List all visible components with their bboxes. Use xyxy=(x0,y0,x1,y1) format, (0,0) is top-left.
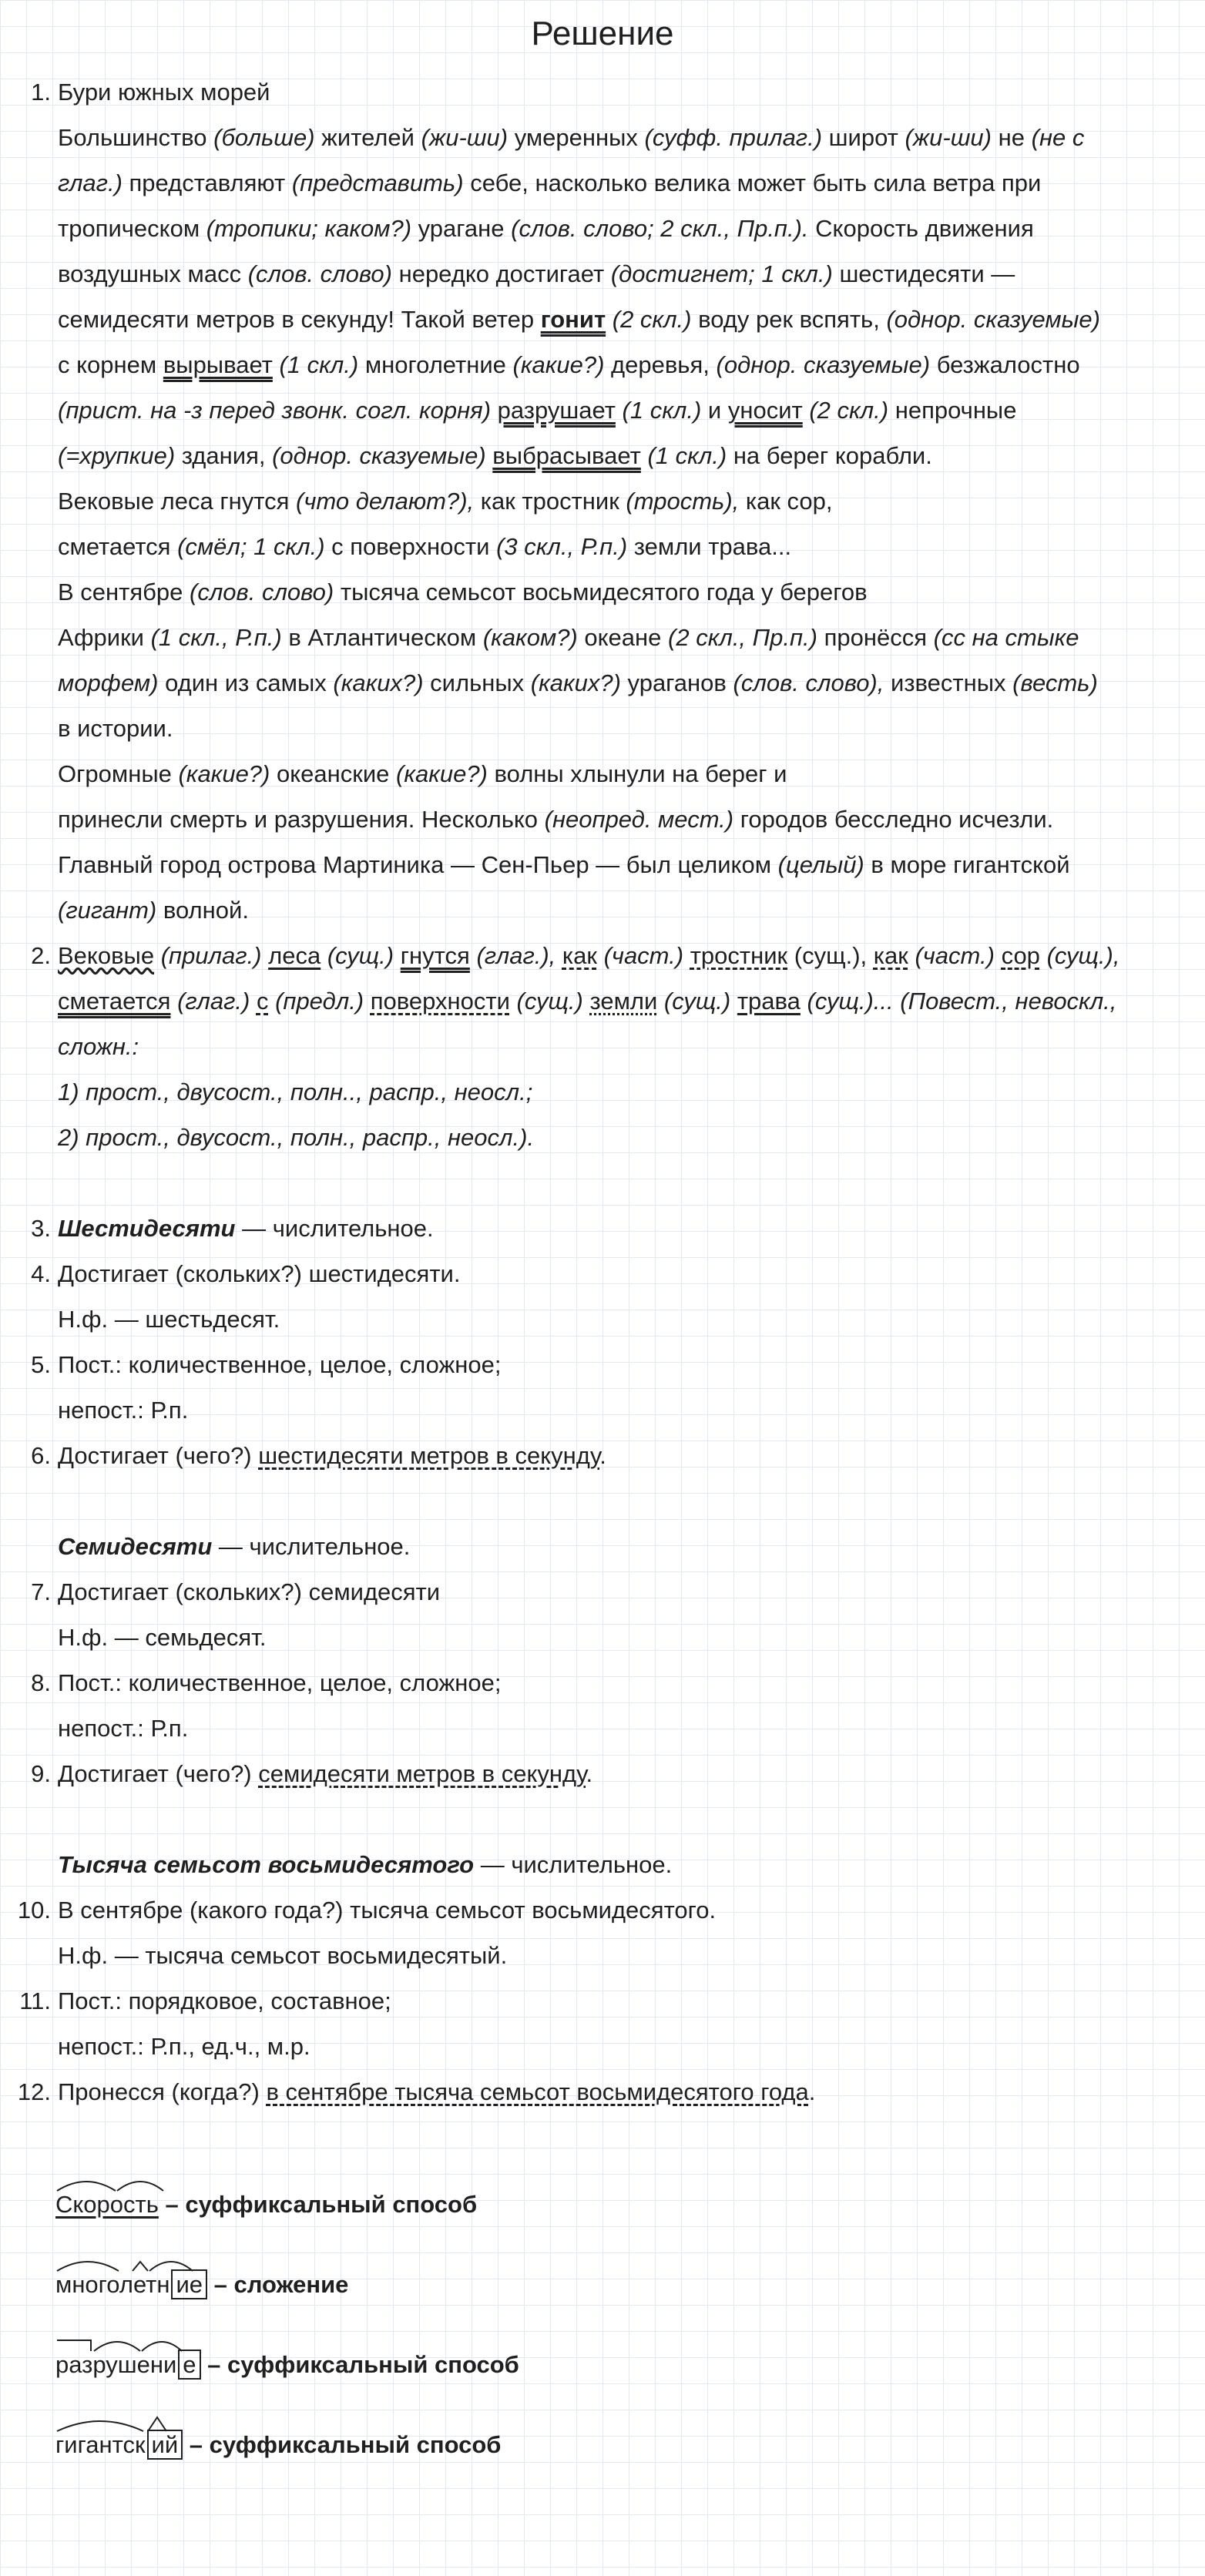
word: широт xyxy=(828,124,898,151)
text-line xyxy=(0,797,1205,842)
morpheme-marks xyxy=(55,2169,210,2192)
text-line xyxy=(0,478,1205,524)
note: (каком?) xyxy=(482,624,578,651)
note: (каких?) xyxy=(333,669,424,696)
item-number: 8. xyxy=(31,1669,51,1696)
text-line xyxy=(0,115,1205,160)
note: (представить) xyxy=(291,169,464,196)
word: поверхности xyxy=(370,988,510,1015)
item-number: 3. xyxy=(31,1215,51,1242)
note: (глаг.) xyxy=(177,988,250,1015)
text-fragment: Достигает (чего?) xyxy=(58,1760,252,1787)
word-formation-row xyxy=(0,2160,1205,2240)
ending-box: е xyxy=(178,2350,200,2380)
numeral-line xyxy=(0,1387,1205,1433)
text-fragment: земли трава... xyxy=(633,533,792,560)
note: (Повест., невоскл., xyxy=(900,988,1117,1015)
parse-line xyxy=(0,978,1205,1024)
text-fragment: принесли смерть и разрушения. Несколько xyxy=(58,806,539,833)
text-fragment: непост.: Р.п. xyxy=(58,1397,189,1424)
predicate-word: вырывает xyxy=(163,351,273,378)
phrase: в сентябре тысяча семьсот восьмидесятого года xyxy=(266,2078,809,2105)
predicate-word: уносит xyxy=(727,397,803,424)
item-number: 7. xyxy=(31,1578,51,1605)
note: (сущ.) xyxy=(516,988,583,1015)
note: (слов. слово; 2 скл., Пр.п.). xyxy=(511,215,809,242)
word: как xyxy=(873,942,908,969)
text-fragment: Н.ф. — шестьдесят. xyxy=(58,1306,280,1333)
morph-word xyxy=(55,2431,183,2459)
text-fragment: Пронесся (когда?) xyxy=(58,2078,260,2105)
ending-box: ий xyxy=(147,2430,183,2460)
note: (слов. слово) xyxy=(247,260,392,287)
word: тростник xyxy=(690,942,788,969)
phrase: семидесяти метров в секунду xyxy=(258,1760,586,1787)
note: 1) прост., двусост., полн.., распр., неосл.; xyxy=(58,1078,533,1105)
item-number: 12. xyxy=(17,2078,51,2105)
punctuation: . xyxy=(808,2078,816,2105)
phrase: шестидесяти метров в секунду xyxy=(258,1442,600,1469)
note: (1 скл.) xyxy=(647,442,727,469)
numeral-line xyxy=(0,1842,1205,1887)
word-formation-row xyxy=(0,2240,1205,2320)
item-number: 1. xyxy=(31,79,51,106)
note: (не с xyxy=(1031,124,1085,151)
numeral-word: Шестидесяти xyxy=(58,1215,236,1242)
note: (неопред. мест.) xyxy=(544,806,734,833)
formation-method: – сложение xyxy=(213,2271,349,2298)
morph-word xyxy=(55,2271,207,2299)
text-line xyxy=(0,615,1205,660)
punctuation: . xyxy=(599,1442,606,1469)
note: сложн.: xyxy=(58,1033,139,1060)
word: как xyxy=(562,942,597,969)
predicate-word: разрушает xyxy=(497,397,616,424)
note: (какие?) xyxy=(178,760,270,787)
formation-method: – суффиксальный способ xyxy=(189,2431,502,2458)
note: (однор. сказуемые) xyxy=(886,306,1100,333)
spacer xyxy=(0,1160,1205,1206)
text-fragment: волны хлынули на берег и xyxy=(494,760,787,787)
text-fragment: с поверхности xyxy=(331,533,490,560)
word: многолетние xyxy=(364,351,506,378)
text-line xyxy=(0,297,1205,342)
note: 2) прост., двусост., полн., распр., неосл.). xyxy=(58,1124,535,1151)
word: безжалостно xyxy=(936,351,1080,378)
note: (какие?) xyxy=(512,351,605,378)
numeral-line xyxy=(0,1342,1205,1387)
text-fragment: Достигает (чего?) xyxy=(58,1442,252,1469)
text-fragment: Скорость движения xyxy=(815,215,1034,242)
text-line xyxy=(0,69,1205,115)
punctuation: . xyxy=(586,1760,593,1787)
item-number: 11. xyxy=(19,1987,51,2014)
morph-word xyxy=(55,2351,201,2379)
page-title: Решение xyxy=(531,15,674,52)
note: (=хрупкие) xyxy=(58,442,176,469)
item-number: 5. xyxy=(31,1351,51,1378)
numeral-line xyxy=(0,1706,1205,1751)
text-fragment: непост.: Р.п. xyxy=(58,1715,189,1742)
note: (глаг.), xyxy=(476,942,556,969)
word: нередко достигает xyxy=(398,260,605,287)
text-fragment: В сентябре (какого года?) тысяча семьсот восьмидесятого. xyxy=(58,1897,717,1924)
text-fragment: в истории. xyxy=(58,715,173,742)
formation-method: – суффиксальный способ xyxy=(165,2191,478,2218)
note: (2 скл., Пр.п.) xyxy=(668,624,817,651)
text-line xyxy=(0,842,1205,887)
note: (прилаг.) xyxy=(160,942,262,969)
text-title: Бури южных морей xyxy=(58,79,270,106)
spacer xyxy=(0,1796,1205,1842)
text-fragment: на берег корабли. xyxy=(733,442,932,469)
numeral-line xyxy=(0,1251,1205,1296)
morph-word-text: гигантск xyxy=(55,2431,146,2458)
note: (1 скл.) xyxy=(622,397,702,424)
numeral-line xyxy=(0,1978,1205,2024)
word: Большинство xyxy=(58,124,207,151)
item-number: 4. xyxy=(31,1260,51,1287)
word: сметается xyxy=(58,533,171,560)
text-fragment: непост.: Р.п., ед.ч., м.р. xyxy=(58,2033,310,2060)
subject-word: трава xyxy=(737,988,801,1015)
note: (1 скл.) xyxy=(279,351,359,378)
formation-method: – суффиксальный способ xyxy=(207,2351,519,2378)
word: представляют xyxy=(129,169,286,196)
word: непрочные xyxy=(895,397,1017,424)
text-fragment: — числительное. xyxy=(218,1533,411,1560)
note: (част.) xyxy=(915,942,995,969)
note: (больше) xyxy=(213,124,315,151)
note: (сущ.) xyxy=(663,988,731,1015)
word: земли xyxy=(589,988,658,1015)
text-line xyxy=(0,660,1205,706)
item-number: 6. xyxy=(31,1442,51,1469)
parse-line xyxy=(0,1069,1205,1115)
spacer xyxy=(0,2115,1205,2160)
subject-word: леса xyxy=(268,942,321,969)
numeral-line xyxy=(0,1206,1205,1251)
attribute-word: Вековые xyxy=(58,942,155,969)
note: (слов. слово) xyxy=(190,579,334,605)
numeral-word: Семидесяти xyxy=(58,1533,213,1560)
note: (2 скл.) xyxy=(612,306,692,333)
numeral-line xyxy=(0,1615,1205,1660)
note: (жи-ши) xyxy=(905,124,992,151)
note: (смёл; 1 скл.) xyxy=(177,533,325,560)
note: (трость), xyxy=(626,488,740,515)
numeral-line xyxy=(0,1569,1205,1615)
text-fragment: Н.ф. — семьдесят. xyxy=(58,1624,267,1651)
morpheme-marks xyxy=(55,2249,240,2272)
note: (жи-ши) xyxy=(421,124,509,151)
note: (что делают?), xyxy=(296,488,475,515)
morph-word-text: многолетн xyxy=(55,2271,170,2298)
note: (2 скл.) xyxy=(809,397,889,424)
text-line xyxy=(0,433,1205,478)
text-fragment: Достигает (скольких?) шестидесяти. xyxy=(58,1260,461,1287)
text-fragment: с корнем xyxy=(58,351,157,378)
numeral-line xyxy=(0,2069,1205,2115)
parse-line xyxy=(0,1024,1205,1069)
word: пронёсся xyxy=(824,624,928,651)
word: океане xyxy=(584,624,662,651)
note: (прист. на -з перед звонк. согл. корня) xyxy=(58,397,492,424)
text-line xyxy=(0,706,1205,751)
ending-box: ие xyxy=(171,2269,207,2299)
parse-line xyxy=(0,1115,1205,1160)
word: тропическом xyxy=(58,215,200,242)
note: (тропики; каком?) xyxy=(206,215,412,242)
word: волной. xyxy=(163,897,249,924)
text-fragment: — числительное. xyxy=(480,1851,673,1878)
note: (предл.) xyxy=(275,988,364,1015)
text-fragment: Достигает (скольких?) семидесяти xyxy=(58,1578,441,1605)
note: (каких?) xyxy=(530,669,621,696)
note: (гигант) xyxy=(58,897,157,924)
morph-word-text: разрушени xyxy=(55,2351,177,2378)
word: Африки xyxy=(58,624,144,651)
text-fragment: воду рек вспять, xyxy=(698,306,880,333)
word: известных xyxy=(891,669,1006,696)
predicate-word: выбрасывает xyxy=(492,442,641,469)
text-fragment: Пост.: количественное, целое, сложное; xyxy=(58,1351,502,1378)
note: (однор. сказуемые) xyxy=(716,351,931,378)
note: (част.) xyxy=(603,942,684,969)
word-formation-row xyxy=(0,2400,1205,2480)
numeral-line xyxy=(0,1751,1205,1796)
item-number: 2. xyxy=(31,942,51,969)
spacer xyxy=(0,1478,1205,1524)
text-line xyxy=(0,387,1205,433)
text-line xyxy=(0,206,1205,251)
item-number: 9. xyxy=(31,1760,51,1787)
word: здания, xyxy=(181,442,266,469)
word: шестидесяти — xyxy=(839,260,1015,287)
word: Огромные xyxy=(58,760,172,787)
note: морфем) xyxy=(58,669,159,696)
predicate-word: гнутся xyxy=(400,942,470,969)
solution-content xyxy=(0,69,1205,2480)
word: с xyxy=(256,988,269,1015)
morph-word xyxy=(55,2191,159,2219)
text-line xyxy=(0,251,1205,297)
numeral-line xyxy=(0,1524,1205,1569)
morpheme-marks xyxy=(55,2329,240,2353)
word: умеренных xyxy=(514,124,638,151)
numeral-word: Тысяча семьсот восьмидесятого xyxy=(58,1851,475,1878)
numeral-line xyxy=(0,1660,1205,1706)
note: (сущ.)... xyxy=(807,988,894,1015)
word: воздушных масс xyxy=(58,260,242,287)
word: урагане xyxy=(418,215,505,242)
word: деревья, xyxy=(611,351,710,378)
text-fragment: в море гигантской xyxy=(871,851,1070,878)
text-line xyxy=(0,569,1205,615)
note: (1 скл., Р.п.) xyxy=(150,624,282,651)
text-line xyxy=(0,887,1205,933)
text-fragment: Н.ф. — тысяча семьсот восьмидесятый. xyxy=(58,1942,508,1969)
text-fragment: как тростник xyxy=(480,488,619,515)
word: не xyxy=(998,124,1025,151)
predicate-word: сметается xyxy=(58,988,171,1015)
text-fragment: Главный город острова Мартиника — Сен-Пьер — был целиком xyxy=(58,851,772,878)
text-fragment: — числительное. xyxy=(242,1215,434,1242)
text-line xyxy=(0,160,1205,206)
text-fragment: городов бесследно исчезли. xyxy=(740,806,1054,833)
text-fragment: Вековые леса гнутся xyxy=(58,488,290,515)
numeral-line xyxy=(0,1433,1205,1478)
text-fragment: тысяча семьсот восьмидесятого года у берегов xyxy=(340,579,868,605)
morph-word-text: Скорость xyxy=(55,2191,159,2218)
numeral-line xyxy=(0,1887,1205,1933)
numeral-line xyxy=(0,1296,1205,1342)
parse-line xyxy=(0,933,1205,978)
word-formation-row xyxy=(0,2320,1205,2400)
text-fragment: себе, насколько велика может быть сила ветра при xyxy=(470,169,1042,196)
note: (сущ.), xyxy=(1046,942,1120,969)
text-line xyxy=(0,524,1205,569)
word: сор xyxy=(1001,942,1040,969)
note: (сущ.) xyxy=(327,942,394,969)
text-line xyxy=(0,751,1205,797)
text-fragment: в Атлантическом xyxy=(288,624,477,651)
text-line xyxy=(0,342,1205,387)
note: (весть) xyxy=(1012,669,1098,696)
numeral-line xyxy=(0,2024,1205,2069)
note: (слов. слово), xyxy=(733,669,884,696)
text-fragment: один из самых xyxy=(165,669,327,696)
word: ураганов xyxy=(627,669,727,696)
note: (достигнет; 1 скл.) xyxy=(610,260,833,287)
text-fragment: как сор, xyxy=(745,488,833,515)
note: глаг.) xyxy=(58,169,123,196)
word: сильных xyxy=(430,669,525,696)
note: (какие?) xyxy=(396,760,488,787)
note: (3 скл., Р.п.) xyxy=(496,533,628,560)
morpheme-marks xyxy=(55,2410,240,2433)
predicate-word: гонит xyxy=(540,306,606,333)
text-fragment: Пост.: порядковое, составное; xyxy=(58,1987,391,2014)
text-fragment: Пост.: количественное, целое, сложное; xyxy=(58,1669,502,1696)
note: (сс на стыке xyxy=(933,624,1079,651)
note: (однор. сказуемые) xyxy=(272,442,486,469)
note: (суфф. прилаг.) xyxy=(644,124,823,151)
word: жителей xyxy=(321,124,415,151)
note: (сущ.), xyxy=(794,942,868,969)
word: и xyxy=(707,397,722,424)
word: океанские xyxy=(277,760,390,787)
text-fragment: В сентябре xyxy=(58,579,183,605)
text-fragment: семидесяти метров в секунду! Такой ветер xyxy=(58,306,535,333)
numeral-line xyxy=(0,1933,1205,1978)
item-number: 10. xyxy=(17,1897,51,1924)
note: (целый) xyxy=(777,851,864,878)
